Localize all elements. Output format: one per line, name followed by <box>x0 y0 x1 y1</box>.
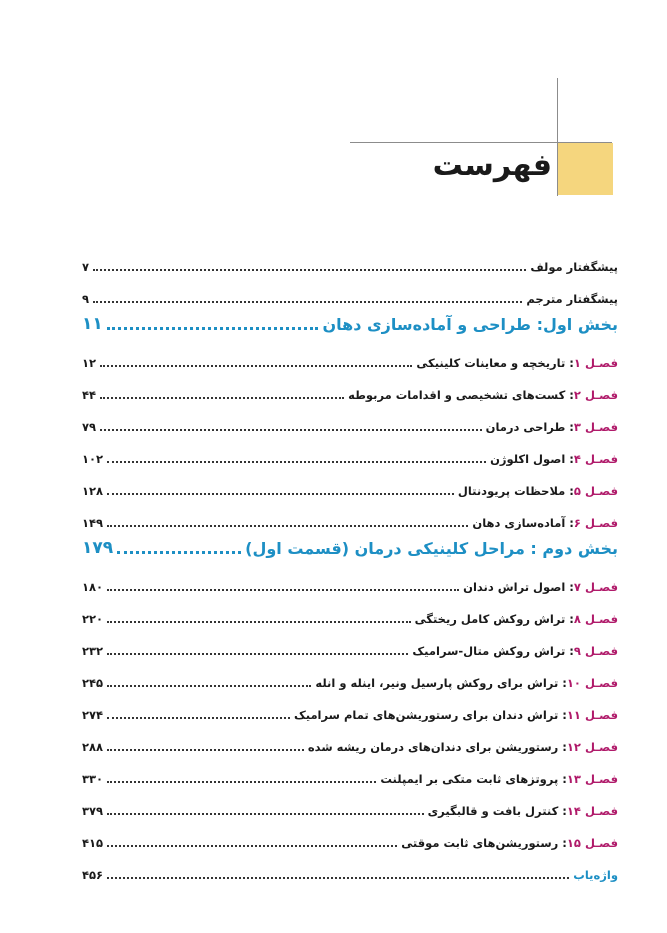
dot-leader <box>107 877 569 879</box>
toc-entry-label: فصـل ۶: آماده‌سازی دهان <box>472 516 618 530</box>
page-number: ۱۱ <box>82 314 103 334</box>
chapter-prefix: فصـل ۳ <box>573 420 618 434</box>
chapter-title: تراش برای روکش پارسیل ونیر، اینله و انله <box>315 676 559 690</box>
toc-entry-label: فصـل ۳: طراحی درمان <box>485 420 618 434</box>
chapter-title: کنترل بافت و قالبگیری <box>427 804 559 818</box>
dot-leader <box>107 461 486 463</box>
page-number: ۱۰۲ <box>82 452 104 466</box>
toc-entry-label: فصـل ۱۲: رستوریشن برای دندان‌های درمان ریشه شده <box>307 740 618 754</box>
toc-entry-label: فصـل ۱۴: کنترل بافت و قالبگیری <box>427 804 618 818</box>
dot-leader <box>100 397 344 399</box>
chapter-title: آماده‌سازی دهان <box>472 516 566 530</box>
page-number: ۳۳۰ <box>82 772 104 786</box>
page-number: ۲۸۸ <box>82 740 104 754</box>
toc-entry-label: پیشگفتار مولف <box>530 260 618 274</box>
chapter-title: تراش دندان برای رستوریشن‌های تمام سرامیک <box>293 708 559 722</box>
dot-leader <box>93 301 522 303</box>
dot-leader <box>107 525 468 527</box>
page-number: ۱۷۹ <box>82 538 114 558</box>
toc-entry-row <box>82 730 618 754</box>
page-number: ۱۲۸ <box>82 484 104 498</box>
toc-entry-row <box>82 634 618 658</box>
chapter-prefix: فصـل ۸ <box>573 612 618 626</box>
page-number: ۲۳۲ <box>82 644 104 658</box>
dot-leader <box>107 493 454 495</box>
page-number: ۷ <box>82 260 90 274</box>
dot-leader <box>117 551 241 554</box>
page-title: فهرست <box>432 148 552 183</box>
toc-entry-row <box>82 666 618 690</box>
chapter-prefix: فصـل ۹ <box>573 644 618 658</box>
dot-leader <box>100 429 482 431</box>
dot-leader <box>107 589 459 591</box>
page-number: ۲۷۴ <box>82 708 104 722</box>
toc-entry-label: فصـل ۱: تاریخچه و معاینات کلینیکی <box>416 356 618 370</box>
chapter-title: رستوریشن برای دندان‌های درمان ریشه شده <box>307 740 559 754</box>
chapter-title: تراش روکش متال-سرامیک <box>412 644 566 658</box>
chapter-prefix: فصـل ۱۳ <box>566 772 618 786</box>
toc-entry-label: فصـل ۱۰: تراش برای روکش پارسیل ونیر، اینله و انله <box>315 676 618 690</box>
chapter-prefix: فصـل ۴ <box>573 452 618 466</box>
chapter-prefix: فصـل ۱۰ <box>566 676 618 690</box>
toc-entry-row <box>82 474 618 498</box>
toc-entry-row <box>82 282 618 306</box>
chapter-prefix: فصـل ۵ <box>573 484 618 498</box>
chapter-title: اصول اکلوژن <box>490 452 566 466</box>
toc-entry-row <box>82 794 618 818</box>
chapter-prefix: فصـل ۷ <box>573 580 618 594</box>
chapter-prefix: فصـل ۱ <box>573 356 618 370</box>
toc-entry-row <box>82 410 618 434</box>
chapter-title: تراش روکش کامل ریختگی <box>414 612 566 626</box>
toc-entry-row <box>82 442 618 466</box>
toc-entry-label: بخش اول: طراحی و آماده‌سازی دهان <box>322 315 618 334</box>
toc-entry-label: فصـل ۸: تراش روکش کامل ریختگی <box>414 612 618 626</box>
chapter-prefix: فصـل ۶ <box>573 516 618 530</box>
toc-entry-row <box>82 826 618 850</box>
toc-section-row <box>82 310 618 334</box>
toc-index-row <box>82 858 618 882</box>
chapter-title: کست‌های تشخیصی و اقدامات مربوطه <box>348 388 566 402</box>
page-number: ۱۸۰ <box>82 580 104 594</box>
toc-entry-label: فصـل ۴: اصول اکلوژن <box>490 452 618 466</box>
dot-leader <box>107 717 290 719</box>
chapter-prefix: فصـل ۲ <box>573 388 618 402</box>
chapter-title: تاریخچه و معاینات کلینیکی <box>416 356 566 370</box>
dot-leader <box>100 365 412 367</box>
dot-leader <box>107 749 304 751</box>
toc-entry-row <box>82 698 618 722</box>
toc-entry-row <box>82 250 618 274</box>
dot-leader <box>93 269 526 271</box>
chapter-prefix: فصـل ۱۲ <box>566 740 618 754</box>
toc-entry-row <box>82 346 618 370</box>
page-number: ۴۵۶ <box>82 868 104 882</box>
toc-entry-row <box>82 570 618 594</box>
dot-leader <box>107 653 408 655</box>
toc-entry-label: فصـل ۱۱: تراش دندان برای رستوریشن‌های تمام سرامیک <box>293 708 618 722</box>
toc-section-row <box>82 534 618 558</box>
toc-entry-label: بخش دوم : مراحل کلینیکی درمان (قسمت اول) <box>245 539 618 558</box>
toc-entry-label: واژه‌یاب <box>573 868 618 882</box>
toc-entry-label: فصـل ۵: ملاحظات پریودنتال <box>457 484 618 498</box>
page-number: ۹ <box>82 292 90 306</box>
page-number: ۷۹ <box>82 420 97 434</box>
page-number: ۱۲ <box>82 356 97 370</box>
dot-leader <box>107 813 424 815</box>
chapter-title: پروتزهای ثابت متکی بر ایمپلنت <box>380 772 559 786</box>
toc-entry-label: فصـل ۷: اصول تراش دندان <box>463 580 618 594</box>
chapter-title: اصول تراش دندان <box>463 580 566 594</box>
chapter-prefix: فصـل ۱۱ <box>566 708 618 722</box>
chapter-prefix: فصـل ۱۵ <box>566 836 618 850</box>
page-number: ۴۱۵ <box>82 836 104 850</box>
toc-entry-label: فصـل ۱۵: رستوریشن‌های ثابت موقتی <box>401 836 618 850</box>
toc-entry-row <box>82 762 618 786</box>
toc-entry-row <box>82 378 618 402</box>
chapter-prefix: فصـل ۱۴ <box>566 804 618 818</box>
toc-entry-label: فصـل ۱۳: پروتزهای ثابت متکی بر ایمپلنت <box>380 772 618 786</box>
chapter-title: ملاحظات پریودنتال <box>457 484 566 498</box>
dot-leader <box>107 781 376 783</box>
toc-entry-label: فصـل ۲: کست‌های تشخیصی و اقدامات مربوطه <box>348 388 618 402</box>
chapter-title: طراحی درمان <box>485 420 566 434</box>
toc-entry-label: پیشگفتار مترجم <box>526 292 618 306</box>
page-number: ۲۲۰ <box>82 612 104 626</box>
dot-leader <box>107 621 411 623</box>
title-accent-block <box>558 143 613 195</box>
dot-leader <box>107 685 311 687</box>
page-number: ۴۴ <box>82 388 97 402</box>
toc-entry-row <box>82 506 618 530</box>
page-number: ۲۴۵ <box>82 676 104 690</box>
dot-leader <box>107 845 397 847</box>
page-number: ۳۷۹ <box>82 804 104 818</box>
chapter-title: رستوریشن‌های ثابت موقتی <box>401 836 559 850</box>
toc-entry-row <box>82 602 618 626</box>
page-number: ۱۴۹ <box>82 516 104 530</box>
dot-leader <box>107 327 319 330</box>
toc-entry-label: فصـل ۹: تراش روکش متال-سرامیک <box>412 644 618 658</box>
